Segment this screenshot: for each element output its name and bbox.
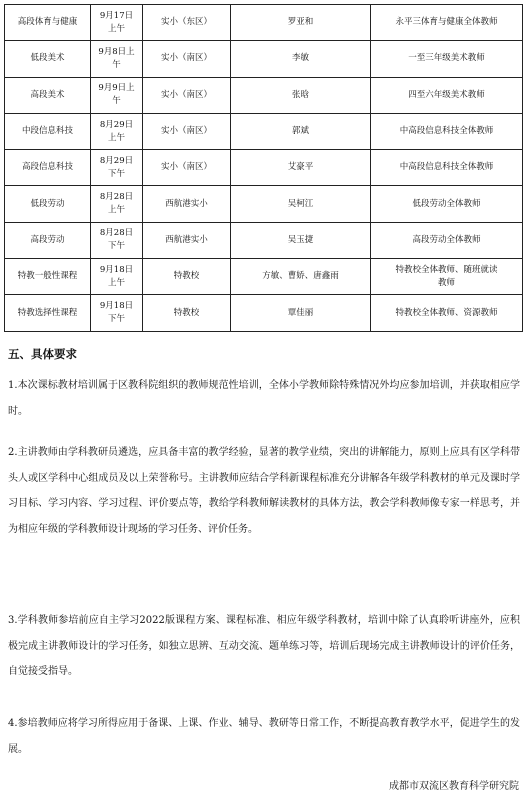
cell-date: 8月29日 上午: [91, 113, 143, 149]
cell-subject: 低段劳动: [5, 186, 91, 222]
table-row: [5, 259, 523, 295]
cell-subject: 特教选择性课程: [5, 295, 91, 331]
cell-subject: 特教一般性课程: [5, 259, 91, 295]
cell-date: 8月29日 下午: [91, 150, 143, 186]
cell-venue: 西航港实小: [143, 186, 231, 222]
cell-audience: 中高段信息科技全体教师: [371, 113, 523, 149]
table-row: [5, 5, 523, 41]
table-row: [5, 150, 523, 186]
cell-subject: 中段信息科技: [5, 113, 91, 149]
cell-teacher: 方敏、曹娇、唐鑫雨: [231, 259, 371, 295]
cell-audience: 低段劳动全体教师: [371, 186, 523, 222]
cell-audience: 高段劳动全体教师: [371, 222, 523, 258]
cell-venue: 实小（南区）: [143, 41, 231, 77]
table-row: [5, 77, 523, 113]
cell-audience: 特教校全体教师、随班就读 教师: [371, 259, 523, 295]
requirement-paragraph-3: 3.学科教师参培前应自主学习2022版课程方案、课程标准、相应年级学科教材，培训中除了认真聆听讲座外，应积极完成主讲教师设计的学习任务，如独立思辨、互动交流、题单练习等，培训后现场完成主讲教师设计的评价任务，自觉接受指导。: [8, 615, 520, 677]
requirement-paragraph-1: 1.本次课标教材培训属于区教科院组织的教师规范性培训，全体小学教师除特殊情况外均应参加培训，并获取相应学时。: [8, 380, 520, 417]
table-row: [5, 222, 523, 258]
cell-venue: 西航港实小: [143, 222, 231, 258]
cell-subject: 高段信息科技: [5, 150, 91, 186]
cell-date: 9月8日上 午: [91, 41, 143, 77]
training-schedule-table: [4, 4, 523, 332]
cell-subject: 高段美术: [5, 77, 91, 113]
cell-teacher: 吴玉捷: [231, 222, 371, 258]
section-title: 五、具体要求: [8, 347, 77, 361]
cell-venue: 实小（东区）: [143, 5, 231, 41]
requirement-paragraph-4: 4.参培教师应将学习所得应用于备课、上课、作业、辅导、教研等日常工作，不断提高教育教学水平，促进学生的发展。: [8, 718, 520, 755]
cell-subject: 低段美术: [5, 41, 91, 77]
cell-venue: 特教校: [143, 295, 231, 331]
table-row: [5, 295, 523, 331]
requirement-paragraph-2: 2.主讲教师由学科教研员遴选，应具备丰富的教学经验，显著的教学业绩，突出的讲解能力，原则上应具有区学科带头人或区学科中心组成员及以上荣誉称号。主讲教师应结合学科新课程标准充分讲解各年级学科教材的单元及课时学习目标、学习内容、学习过程、评价要点等，教给学科教师解读教材的具体方法，教会学科教师像专家一样思考，并为相应年级的学科教师设计现场的学习任务、评价任务。: [8, 447, 520, 535]
cell-date: 9月18日 下午: [91, 295, 143, 331]
cell-teacher: 张晗: [231, 77, 371, 113]
table-row: [5, 41, 523, 77]
cell-venue: 实小（南区）: [143, 77, 231, 113]
cell-venue: 特教校: [143, 259, 231, 295]
cell-teacher: 郭斌: [231, 113, 371, 149]
schedule-body: [5, 5, 523, 332]
cell-audience: 中高段信息科技全体教师: [371, 150, 523, 186]
cell-venue: 实小（南区）: [143, 150, 231, 186]
cell-venue: 实小（南区）: [143, 113, 231, 149]
cell-subject: 高段体育与健康: [5, 5, 91, 41]
cell-date: 9月9日上 午: [91, 77, 143, 113]
cell-teacher: 李敏: [231, 41, 371, 77]
table-row: [5, 186, 523, 222]
cell-date: 9月18日 上午: [91, 259, 143, 295]
cell-teacher: 覃佳丽: [231, 295, 371, 331]
signature: 成都市双流区教育科学研究院: [389, 781, 519, 792]
cell-audience: 一至三年级美术教师: [371, 41, 523, 77]
cell-date: 9月17日 上午: [91, 5, 143, 41]
cell-teacher: 吴柯江: [231, 186, 371, 222]
cell-audience: 永平三体育与健康全体教师: [371, 5, 523, 41]
cell-date: 8月28日 上午: [91, 186, 143, 222]
table-row: [5, 113, 523, 149]
cell-audience: 特教校全体教师、资源教师: [371, 295, 523, 331]
cell-teacher: 艾豪平: [231, 150, 371, 186]
cell-teacher: 罗亚和: [231, 5, 371, 41]
cell-audience: 四至六年级美术教师: [371, 77, 523, 113]
cell-date: 8月28日 下午: [91, 222, 143, 258]
cell-subject: 高段劳动: [5, 222, 91, 258]
